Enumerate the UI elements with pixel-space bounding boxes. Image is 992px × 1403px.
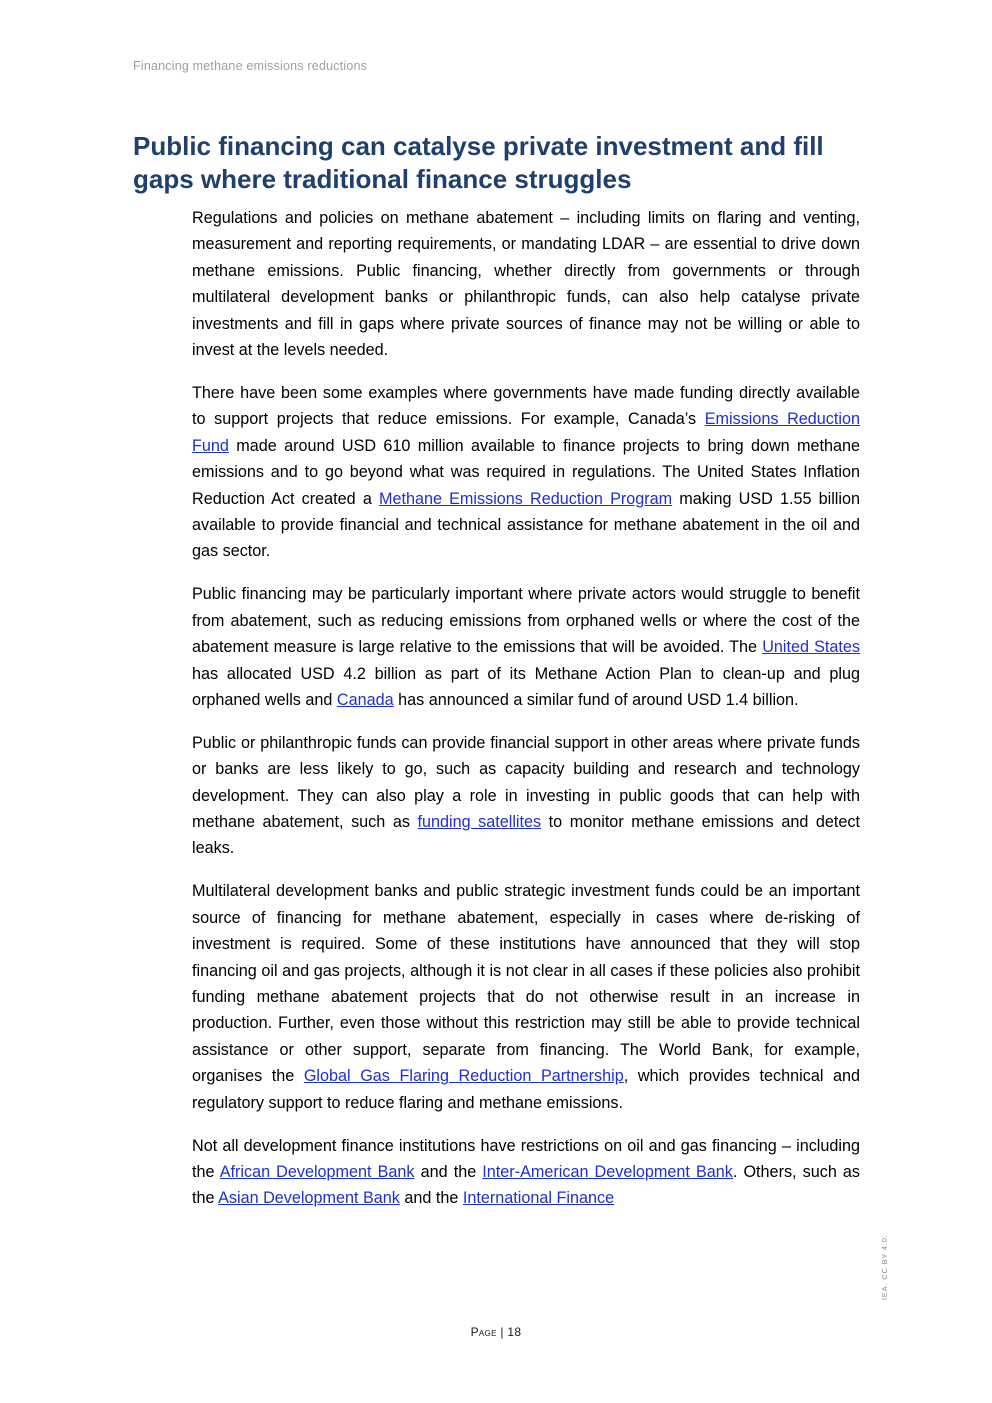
link-asian-development-bank[interactable]: Asian Development Bank: [218, 1189, 400, 1208]
link-inter-american-development-bank[interactable]: Inter-American Development Bank: [482, 1162, 733, 1181]
license-note: IEA. CC BY 4.0.: [880, 1234, 889, 1300]
paragraph-text: Not all development finance institutions have restrictions on oil and gas financing – including the: [192, 1136, 860, 1181]
paragraph-text: . Others, such as the: [192, 1162, 861, 1208]
link-emissions-reduction-fund[interactable]: Emissions Reduction Fund: [192, 410, 860, 455]
page-label: Page: [470, 1325, 497, 1339]
section-title: Public financing can catalyse private investment and fill gaps where traditional finance struggles: [133, 131, 824, 194]
paragraph-text: , which provides technical and regulatory support to reduce flaring and methane emissions.: [192, 1067, 861, 1112]
paragraph-text: and the: [399, 1189, 463, 1208]
paragraph-text: Public financing may be particularly important where private actors would struggle to benefit from abatement, such as reducing emissions from orphaned wells or where the cost of the abatement measure is large relative to the emissions that will be avoided. The: [192, 585, 860, 657]
paragraph-5: [192, 878, 860, 1116]
paragraph-6: [192, 1133, 860, 1212]
paragraph-text: Public or philanthropic funds can provide financial support in other areas where private funds or banks are less likely to go, such as capacity building and research and technology development. They can also play a role in investing in public goods that can help with methane abatement, such as: [192, 733, 860, 832]
link-african-development-bank[interactable]: African Development Bank: [219, 1162, 415, 1181]
link-global-gas-flaring-reduction-partnership[interactable]: Global Gas Flaring Reduction Partnership: [303, 1067, 624, 1086]
link-international-finance[interactable]: International Finance: [462, 1189, 615, 1208]
link-united-states[interactable]: United States: [762, 638, 860, 657]
link-canada[interactable]: Canada: [336, 690, 394, 709]
page-number-value: 18: [507, 1325, 522, 1339]
page-number: [0, 1325, 992, 1339]
paragraph-text: and the: [414, 1162, 483, 1181]
paragraph-text: Multilateral development banks and public strategic investment funds could be an important source of financing for methane abatement, especially in cases where de-risking of investment is required. Some of these institutions have announced that they will stop financing oil and gas projects, although it is not clear in all cases if these policies also prohibit funding methane abatement projects that do not otherwise result in an increase in production. Further, even those without this restriction may still be able to provide technical assistance or other support, separate from financing. The World Bank, for example, organises the: [192, 882, 860, 1086]
body-text: [192, 205, 860, 1228]
link-funding-satellites[interactable]: funding satellites: [417, 813, 542, 832]
paragraph-1: Regulations and policies on methane abatement – including limits on flaring and venting, measurement and reporting requirements, or mandating LDAR – are essential to drive down methane emissions. Public financing, whether directly from governments or through multilateral development banks or philanthropic funds, can also help catalyse private investments and fill in gaps where private sources of finance may not be willing or able to invest at the levels needed.: [192, 209, 860, 360]
paragraph-text: to monitor methane emissions and detect leaks.: [192, 813, 860, 858]
paragraph-4: [192, 730, 860, 862]
running-header: Financing methane emissions reductions: [133, 59, 368, 73]
paragraph-2: [192, 380, 860, 565]
paragraph-text: There have been some examples where governments have made funding directly available to support projects that reduce emissions. For example, Canada’s: [192, 383, 860, 429]
page-separator: |: [496, 1325, 508, 1339]
paragraph-text: making USD 1.55 billion available to provide financial and technical assistance for methane abatement in the oil and gas sector.: [192, 489, 861, 561]
paragraph-3: [192, 581, 860, 713]
paragraph-text: has allocated USD 4.2 billion as part of its Methane Action Plan to clean-up and plug orphaned wells and: [192, 664, 860, 709]
paragraph-text: has announced a similar fund of around USD 1.4 billion.: [393, 690, 799, 709]
paragraph-text: made around USD 610 million available to finance projects to bring down methane emissions and to go beyond what was required in regulations. The United States Inflation Reduction Act created a: [192, 436, 860, 508]
link-methane-emissions-reduction-program[interactable]: Methane Emissions Reduction Program: [378, 489, 673, 508]
